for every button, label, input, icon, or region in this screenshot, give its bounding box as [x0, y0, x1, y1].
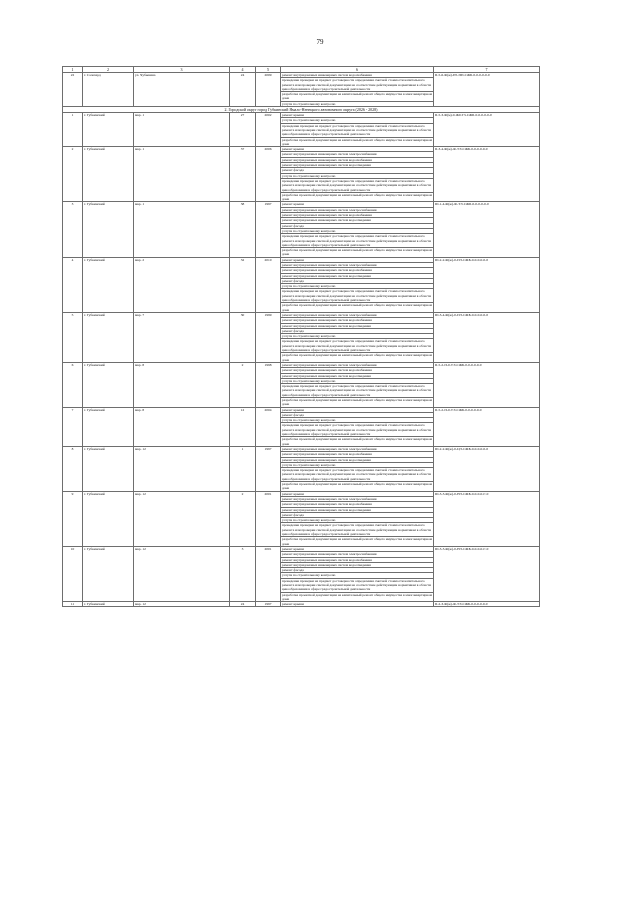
work-item-cell: ремонт внутридомовых инженерных систем водоснабжения: [281, 557, 434, 562]
work-item-cell: разработка проектной документации на капитальный ремонт общего имущества в многоквартирном доме: [282, 537, 432, 546]
work-item-cell: ремонт фасада: [281, 412, 434, 417]
year-cell: 2004: [256, 407, 281, 446]
town-cell: г. Губкинский: [83, 257, 134, 312]
work-item-cell: ремонт внутридомовых инженерных систем водоснабжения: [281, 157, 434, 162]
work-item-cell: ремонт внутридомовых инженерных систем электроснабжения: [281, 312, 434, 317]
work-item-cell: ремонт внутридомовых инженерных систем водоснабжения: [281, 502, 434, 507]
work-item-cell: ремонт внутридомовых инженерных систем электроснабжения: [281, 262, 434, 267]
building-code-cell: II-5-6-Ф(ж)-П5-ПП-СЖБ-0-0-0-0-0-0: [434, 73, 540, 107]
work-item-cell: проведение проверки на предмет достоверности определения сметной стоимости капитального ремонта или проверки сметной документации на соответствие действующим нормативам в области ценообразования в сфере градостроительной деятельности: [281, 234, 434, 248]
house-cell: 30: [230, 312, 256, 362]
work-item-cell: проведение проверки на предмет достоверности определения сметной стоимости капитального ремонта или проверки сметной документации на соответствие действующим нормативам в области ценообразования в сфере градостроительной деятельности: [281, 468, 434, 482]
work-item-cell: разработка проектной документации на капитальный ремонт общего имущества в многоквартирном доме: [282, 353, 432, 362]
header-cell: 2: [83, 67, 134, 73]
building-row: [63, 113, 540, 118]
building-row: [63, 546, 540, 551]
row-number: 7: [63, 407, 83, 446]
building-row: [63, 312, 540, 317]
work-item-cell: услуги по строительному контролю: [281, 462, 434, 467]
building-code-cell: III-3-3-Ф(ж)-0-НЭ-СЖБ-0-0-0-0-Г-0: [434, 546, 540, 601]
street-cell: мкр. 12: [134, 546, 230, 601]
work-item-cell: проведение проверки на предмет достоверности определения сметной стоимости капитального ремонта или проверки сметной документации на соответствие действующим нормативам в области ценообразования в сфере градостроительной деятельности: [281, 578, 434, 592]
street-cell: мкр. 2: [134, 257, 230, 312]
work-item-cell: ремонт крыши: [281, 147, 434, 152]
street-cell: мкр. 1: [134, 202, 230, 257]
building-code-cell: II-3-4-Ф(ж)-Ф-ТЭ-СЖБ-0-0-0-0-0-0: [434, 147, 540, 202]
house-cell: 1: [230, 446, 256, 491]
work-item-cell: разработка проектной документации на капитальный ремонт общего имущества в многоквартирном доме: [282, 137, 432, 146]
work-item-cell: ремонт внутридомовых инженерных систем водоснабжения: [281, 452, 434, 457]
town-cell: г. Губкинский: [83, 113, 134, 147]
building-row: [63, 202, 540, 207]
house-cell: 24: [230, 602, 256, 607]
work-item-cell: ремонт внутридомовых инженерных систем электроснабжения: [281, 552, 434, 557]
row-number: 10: [63, 546, 83, 601]
building-row: [63, 73, 540, 78]
year-cell: 2001: [256, 491, 281, 546]
work-item-cell: ремонт крыши: [281, 257, 434, 262]
town-cell: г. Салехард: [83, 73, 134, 107]
work-item-cell: ремонт внутридомовых инженерных систем электроснабжения: [281, 362, 434, 367]
work-item-cell: ремонт крыши: [281, 407, 434, 412]
row-number: 2: [63, 147, 83, 202]
street-cell: мкр. 8: [134, 362, 230, 407]
work-item-cell: услуги по строительному контролю: [281, 518, 434, 523]
section-title: 2. Городской округ город Губкинский Ямало-Ненецкого автономного округа (2026 - 2028): [63, 107, 540, 113]
row-number: 8: [63, 446, 83, 491]
row-number: 3: [63, 202, 83, 257]
row-number: 1: [63, 113, 83, 147]
street-cell: мкр. 12: [134, 491, 230, 546]
page-number: 79: [316, 38, 324, 46]
building-row: [63, 147, 540, 152]
work-item-cell: ремонт внутридомовых инженерных систем водоотведения: [281, 562, 434, 567]
house-cell: 32: [230, 257, 256, 312]
street-cell: мкр. 7: [134, 312, 230, 362]
town-cell: г. Губкинский: [83, 147, 134, 202]
work-item-cell: услуги по строительному контролю: [281, 284, 434, 289]
work-item-cell: разработка проектной документации на капитальный ремонт общего имущества в многоквартирном доме: [282, 192, 432, 202]
work-item-cell: услуги по строительному контролю: [281, 118, 434, 123]
year-cell: 2010: [256, 257, 281, 312]
work-item-cell: ремонт фасада: [281, 168, 434, 173]
work-item-cell: ремонт внутридомовых инженерных систем водоснабжения: [281, 213, 434, 218]
work-item-cell: услуги по строительному контролю: [281, 573, 434, 578]
house-cell: 2: [230, 362, 256, 407]
building-row: [63, 491, 540, 496]
work-item-cell: ремонт фасада: [281, 512, 434, 517]
work-item-cell: ремонт крыши: [281, 491, 434, 496]
work-item-cell: ремонт внутридомовых инженерных систем водоотведения: [281, 323, 434, 328]
building-code-cell: II-5-2-П-0-ТЭ-СЖБ-0-0-0-0-0-0: [434, 407, 540, 446]
work-item-cell: услуги по строительному контролю: [281, 378, 434, 383]
street-cell: ул. Чубынина: [134, 73, 230, 107]
work-item-cell: разработка проектной документации на капитальный ремонт общего имущества в многоквартирном доме: [282, 398, 432, 407]
building-code-cell: III-2-2-Ф(ж)-0-ПЭ-СЖБ-0-0-0-0-0-0: [434, 257, 540, 312]
town-cell: г. Губкинский: [83, 312, 134, 362]
work-item-cell: услуги по строительному контролю: [281, 228, 434, 233]
street-cell: мкр. 12: [134, 602, 230, 607]
row-number: 11: [63, 602, 83, 607]
work-item-cell: ремонт фасада: [281, 223, 434, 228]
header-cell: 3: [134, 67, 230, 73]
work-item-cell: ремонт внутридомовых инженерных систем водоотведения: [281, 507, 434, 512]
work-item-cell: услуги по строительному контролю: [281, 101, 434, 106]
building-row: [63, 446, 540, 451]
year-cell: 2001: [256, 546, 281, 601]
house-cell: 12: [230, 407, 256, 446]
header-cell: 6: [281, 67, 434, 73]
town-cell: г. Губкинский: [83, 202, 134, 257]
building-code-cell: III-3-3-Ф(ж)-0-НЭ-СЖБ-0-0-0-0-Г-0: [434, 491, 540, 546]
header-cell: 7: [434, 67, 540, 73]
row-number: 4: [63, 257, 83, 312]
year-cell: 1998: [256, 362, 281, 407]
work-item-cell: ремонт крыши: [281, 202, 434, 207]
row-number: 5: [63, 312, 83, 362]
work-item-cell: ремонт внутридомовых инженерных систем водоснабжения: [281, 318, 434, 323]
work-item-cell: проведение проверки на предмет достоверности определения сметной стоимости капитального ремонта или проверки сметной документации на соответствие действующим нормативам в области ценообразования в сфере градостроительной деятельности: [281, 289, 434, 303]
house-cell: 27: [230, 113, 256, 147]
work-item-cell: ремонт внутридомовых инженерных систем водоснабжения: [281, 368, 434, 373]
row-number: 22: [63, 73, 83, 107]
town-cell: г. Губкинский: [83, 491, 134, 546]
year-cell: 1997: [256, 202, 281, 257]
town-cell: г. Губкинский: [83, 407, 134, 446]
header-cell: 4: [230, 67, 256, 73]
year-cell: 2002: [256, 113, 281, 147]
work-item-cell: проведение проверки на предмет достоверности определения сметной стоимости капитального ремонта или проверки сметной документации на соответствие действующим нормативам в области ценообразования в сфере градостроительной деятельности: [281, 384, 434, 398]
work-item-cell: проведение проверки на предмет достоверности определения сметной стоимости капитального ремонта или проверки сметной документации на соответствие действующим нормативам в области ценообразования в сфере градостроительной деятельности: [281, 178, 434, 192]
street-cell: мкр. 8: [134, 407, 230, 446]
building-code-cell: III-1-4-Ф(ж)-Ф-ТЭ-СЖБ-0-0-0-0-0-0: [434, 202, 540, 257]
work-item-cell: ремонт крыши: [281, 113, 434, 118]
work-item-cell: проведение проверки на предмет достоверности определения сметной стоимости капитального ремонта или проверки сметной документации на соответствие действующим нормативам в области ценообразования в сфере градостроительной деятельности: [281, 123, 434, 137]
work-item-cell: проведение проверки на предмет достоверности определения сметной стоимости капитального ремонта или проверки сметной документации на соответствие действующим нормативам в области ценообразования в сфере градостроительной деятельности: [281, 339, 434, 353]
header-cell: 1: [63, 67, 83, 73]
work-item-cell: разработка проектной документации на капитальный ремонт общего имущества в многоквартирном доме: [282, 437, 432, 446]
work-item-cell: проведение проверки на предмет достоверности определения сметной стоимости капитального ремонта или проверки сметной документации на соответствие действующим нормативам в области ценообразования в сфере градостроительной деятельности: [281, 523, 434, 537]
header-cell: 5: [256, 67, 281, 73]
street-cell: мкр. 1: [134, 147, 230, 202]
work-item-cell: разработка проектной документации на капитальный ремонт общего имущества в многоквартирном доме: [282, 592, 432, 601]
work-item-cell: ремонт внутридомовых инженерных систем электроснабжения: [281, 207, 434, 212]
work-item-cell: ремонт внутридомовых инженерных систем водоотведения: [281, 273, 434, 278]
year-cell: 1999: [256, 312, 281, 362]
work-item-cell: ремонт крыши: [281, 546, 434, 551]
work-item-cell: ремонт внутридомовых инженерных систем электроснабжения: [281, 152, 434, 157]
street-cell: мкр. 12: [134, 446, 230, 491]
building-row: [63, 602, 540, 607]
row-number: 6: [63, 362, 83, 407]
building-code-cell: II-5-3-Ф(м)-0-Ж0-Т3-СЖБ-0-0-0-0-0-0: [434, 113, 540, 147]
building-row: [63, 362, 540, 367]
row-number: 9: [63, 491, 83, 546]
table-body: [63, 67, 540, 607]
repair-program-table: [62, 66, 540, 607]
year-cell: 1997: [256, 446, 281, 491]
building-code-cell: III-2-2-Ф(ж)-0-ЦЭ-СЖБ-0-0-0-0-0-0: [434, 446, 540, 491]
town-cell: г. Губкинский: [83, 546, 134, 601]
work-item-cell: ремонт внутридомовых инженерных систем электроснабжения: [281, 496, 434, 501]
work-item-cell: проведение проверки на предмет достоверности определения сметной стоимости капитального ремонта или проверки сметной документации на соответствие действующим нормативам в области ценообразования в сфере градостроительной деятельности: [281, 78, 434, 92]
town-cell: г. Губкинский: [83, 602, 134, 607]
work-item-cell: разработка проектной документации на капитальный ремонт общего имущества в многоквартирном доме: [282, 303, 432, 312]
work-item-cell: услуги по строительному контролю: [281, 334, 434, 339]
year-cell: 2006: [256, 147, 281, 202]
building-row: [63, 257, 540, 262]
work-item-cell: ремонт внутридомовых инженерных систем водоотведения: [281, 163, 434, 168]
work-item-cell: услуги по строительному контролю: [281, 418, 434, 423]
house-cell: 3: [230, 546, 256, 601]
house-cell: 24: [230, 73, 256, 107]
work-item-cell: ремонт внутридомовых инженерных систем электроснабжения: [281, 446, 434, 451]
house-cell: 38: [230, 202, 256, 257]
work-item-cell: ремонт внутридомовых инженерных систем водоотведения: [281, 218, 434, 223]
work-item-cell: ремонт крыши: [281, 602, 434, 607]
year-cell: 1997: [256, 602, 281, 607]
street-cell: мкр. 1: [134, 113, 230, 147]
work-item-cell: проведение проверки на предмет достоверности определения сметной стоимости капитального ремонта или проверки сметной документации на соответствие действующим нормативам в области ценообразования в сфере градостроительной деятельности: [281, 423, 434, 437]
building-row: [63, 407, 540, 412]
work-item-cell: ремонт фасада: [281, 278, 434, 283]
town-cell: г. Губкинский: [83, 362, 134, 407]
work-item-cell: разработка проектной документации на капитальный ремонт общего имущества в многоквартирном доме: [282, 92, 432, 101]
house-cell: 2: [230, 491, 256, 546]
house-cell: 37: [230, 147, 256, 202]
building-code-cell: III-3-4-Ф(ж)-0-ПЭ-СЖБ-0-0-0-0-0-0: [434, 312, 540, 362]
work-item-cell: разработка проектной документации на капитальный ремонт общего имущества в многоквартирном доме: [282, 482, 432, 491]
building-code-cell: II-2-3-Ф(ж)-Ф-ТЭ-СЖБ-0-0-0-0-0-0: [434, 602, 540, 607]
town-cell: г. Губкинский: [83, 446, 134, 491]
work-item-cell: ремонт фасада: [281, 568, 434, 573]
work-item-cell: ремонт фасада: [281, 328, 434, 333]
work-item-cell: ремонт внутридомовых инженерных систем водоснабжения: [281, 268, 434, 273]
work-item-cell: услуги по строительному контролю: [281, 173, 434, 178]
year-cell: 2009: [256, 73, 281, 107]
work-item-cell: ремонт внутридомовых инженерных систем водоснабжения: [281, 73, 434, 78]
work-item-cell: разработка проектной документации на капитальный ремонт общего имущества в многоквартирном доме: [282, 248, 432, 257]
work-item-cell: ремонт внутридомовых инженерных систем водоотведения: [281, 457, 434, 462]
building-code-cell: II-5-2-П-0-ТЭ-СЖБ-0-0-0-0-0-0: [434, 362, 540, 407]
work-item-cell: ремонт внутридомовых инженерных систем водоотведения: [281, 373, 434, 378]
